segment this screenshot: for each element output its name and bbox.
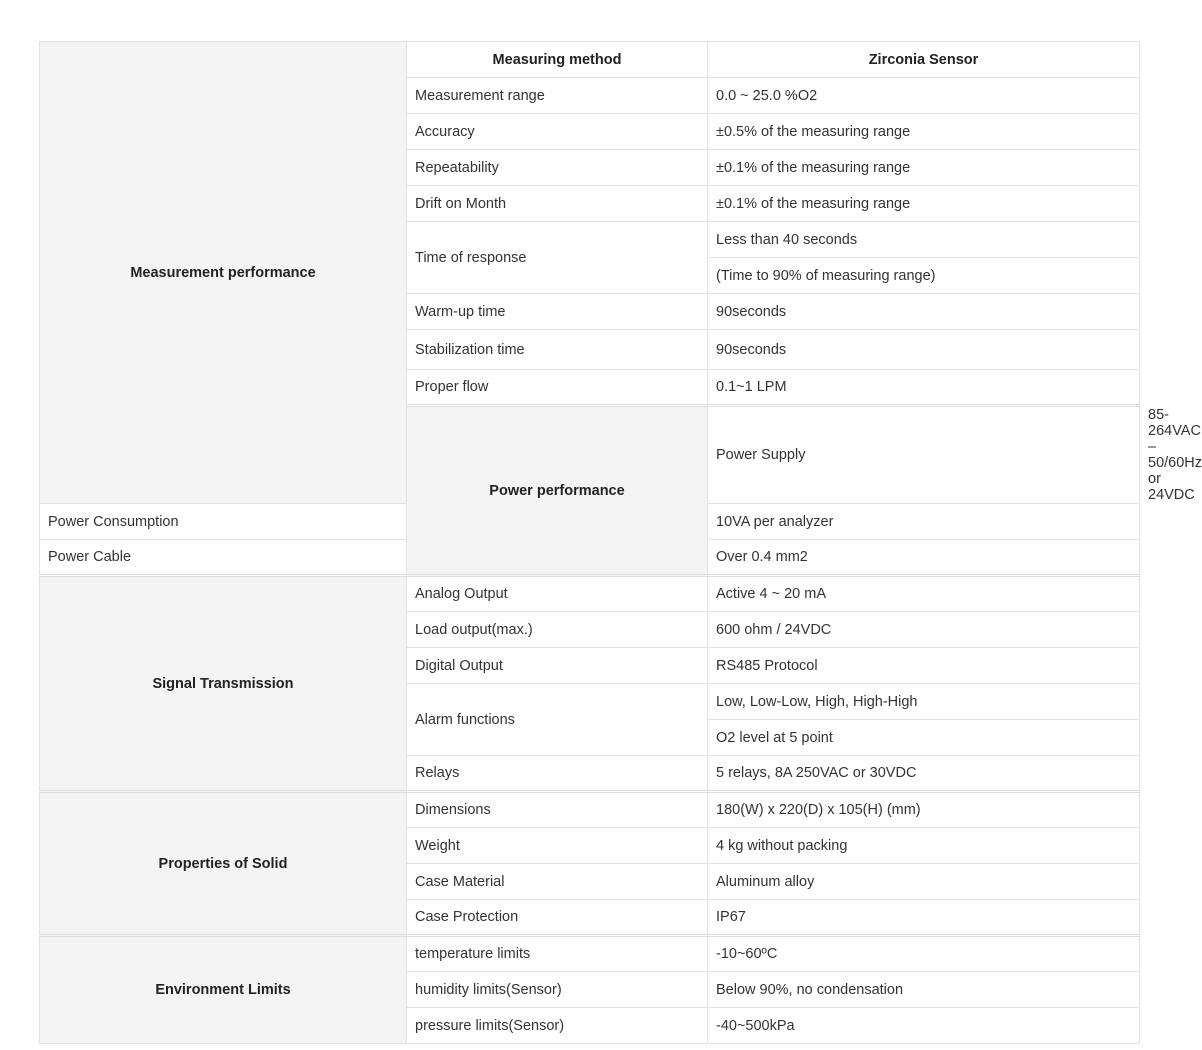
- row-value: ±0.1% of the measuring range: [708, 150, 1140, 186]
- row-label: Power Supply: [708, 406, 1140, 504]
- row-label: Dimensions: [407, 792, 708, 828]
- group-title-power: Power performance: [407, 406, 708, 576]
- row-value: Low, Low-Low, High, High-High: [708, 684, 1140, 720]
- row-value: Over 0.4 mm2: [708, 540, 1140, 576]
- row-value: ±0.5% of the measuring range: [708, 114, 1140, 150]
- row-label: Measurement range: [407, 78, 708, 114]
- row-value: Less than 40 seconds: [708, 222, 1140, 258]
- row-label: Proper flow: [407, 370, 708, 406]
- row-value: ±0.1% of the measuring range: [708, 186, 1140, 222]
- row-label: Power Consumption: [40, 504, 407, 540]
- row-label: Alarm functions: [407, 684, 708, 756]
- row-value: 0.0 ~ 25.0 %O2: [708, 78, 1140, 114]
- row-label: Digital Output: [407, 648, 708, 684]
- table-row: [40, 792, 1140, 828]
- group-title-signal: Signal Transmission: [40, 576, 407, 792]
- row-value: 180(W) x 220(D) x 105(H) (mm): [708, 792, 1140, 828]
- row-value: O2 level at 5 point: [708, 720, 1140, 756]
- row-label: Drift on Month: [407, 186, 708, 222]
- specifications-table: [39, 41, 1202, 1044]
- row-label: Power Cable: [40, 540, 407, 576]
- row-value: -40~500kPa: [708, 1008, 1140, 1044]
- row-value: Aluminum alloy: [708, 864, 1140, 900]
- table-row: [40, 936, 1140, 972]
- table-row: [40, 576, 1140, 612]
- row-label: Relays: [407, 756, 708, 792]
- group-title-solid: Properties of Solid: [40, 792, 407, 936]
- row-label: pressure limits(Sensor): [407, 1008, 708, 1044]
- row-value: 5 relays, 8A 250VAC or 30VDC: [708, 756, 1140, 792]
- row-value: Active 4 ~ 20 mA: [708, 576, 1140, 612]
- row-value: (Time to 90% of measuring range): [708, 258, 1140, 294]
- row-label: humidity limits(Sensor): [407, 972, 708, 1008]
- row-label: Weight: [407, 828, 708, 864]
- row-value: 90seconds: [708, 330, 1140, 370]
- row-label: temperature limits: [407, 936, 708, 972]
- row-value: 10VA per analyzer: [708, 504, 1140, 540]
- row-label: Repeatability: [407, 150, 708, 186]
- row-label: Accuracy: [407, 114, 708, 150]
- table-row: Power performance Power Supply 85-264VAC – 50/60Hz or 24VDC: [40, 406, 1140, 504]
- row-label: Warm-up time: [407, 294, 708, 330]
- row-value: 600 ohm / 24VDC: [708, 612, 1140, 648]
- row-label: Load output(max.): [407, 612, 708, 648]
- group-title-environment: Environment Limits: [40, 936, 407, 1044]
- row-value: Below 90%, no condensation: [708, 972, 1140, 1008]
- row-value: 90seconds: [708, 294, 1140, 330]
- row-value: 4 kg without packing: [708, 828, 1140, 864]
- row-value: 0.1~1 LPM: [708, 370, 1140, 406]
- header-zirconia-sensor: Zirconia Sensor: [708, 42, 1140, 78]
- row-label: Case Protection: [407, 900, 708, 936]
- row-label: Analog Output: [407, 576, 708, 612]
- header-measuring-method: Measuring method: [407, 42, 708, 78]
- row-label: Stabilization time: [407, 330, 708, 370]
- row-label: Time of response: [407, 222, 708, 294]
- group-title-measurement: Measurement performance: [40, 42, 407, 504]
- row-value: IP67: [708, 900, 1140, 936]
- row-label: Case Material: [407, 864, 708, 900]
- row-value: RS485 Protocol: [708, 648, 1140, 684]
- row-value: -10~60ºC: [708, 936, 1140, 972]
